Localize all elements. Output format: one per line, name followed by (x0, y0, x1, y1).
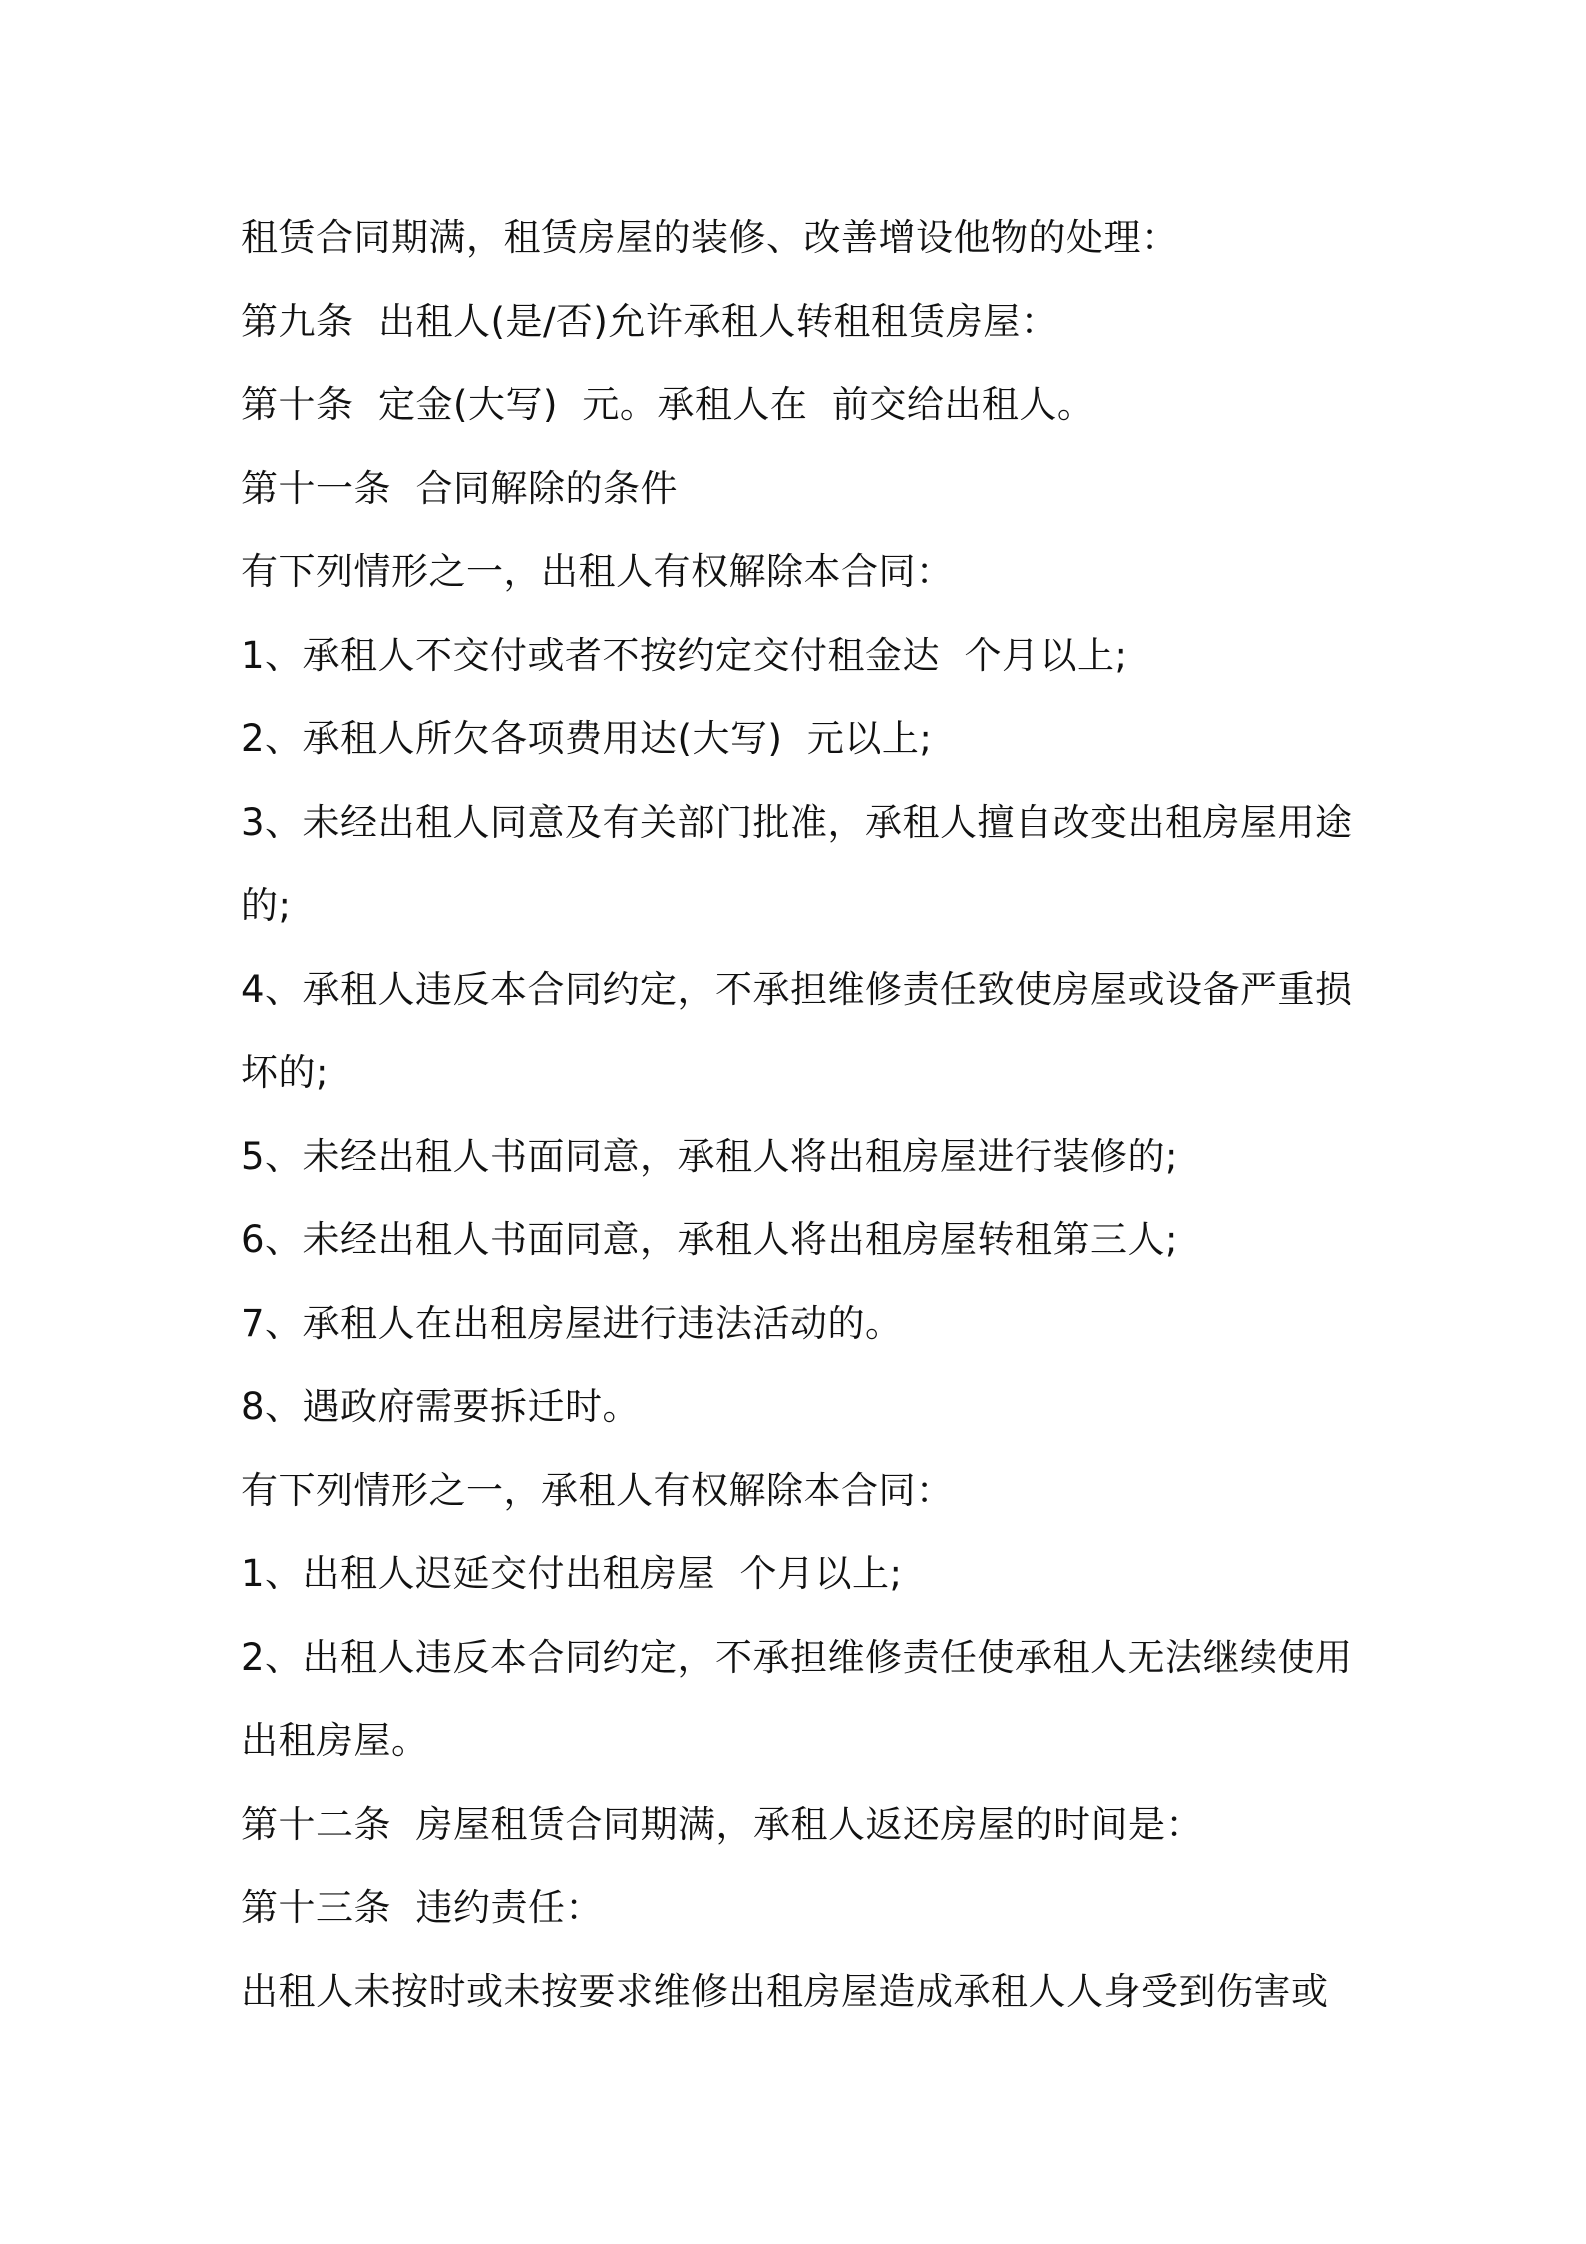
text-line: 2、承租人所欠各项费用达(大写) 元以上; (241, 717, 933, 760)
text-line: 第十三条 违约责任： (241, 1886, 604, 1929)
text-line: 3、未经出租人同意及有关部门批准，承租人擅自改变出租房屋用途 (241, 800, 1353, 844)
text-line: 7、承租人在出租房屋进行违法活动的。 (241, 1301, 903, 1345)
text-line: 有下列情形之一，承租人有权解除本合同： (241, 1468, 954, 1512)
text-line: 第十条 定金(大写) 元。承租人在 前交给出租人。 (241, 383, 1095, 426)
text-line: 6、未经出租人书面同意，承租人将出租房屋转租第三人; (241, 1218, 1179, 1261)
text-line: 1、承租人不交付或者不按约定交付租金达 个月以上; (241, 633, 1128, 677)
text-line: 的; (241, 884, 292, 927)
text-line: 4、承租人违反本合同约定，不承担维修责任致使房屋或设备严重损 (241, 967, 1353, 1011)
text-line: 出租人未按时或未按要求维修出租房屋造成承租人人身受到伤害或 (241, 1969, 1329, 2013)
text-line: 租赁合同期满，租赁房屋的装修、改善增设他物的处理： (241, 216, 1179, 259)
text-line: 5、未经出租人书面同意，承租人将出租房屋进行装修的; (241, 1134, 1179, 1178)
text-line: 第九条 出租人(是/否)允许承租人转租租赁房屋： (241, 299, 1059, 343)
text-line: 坏的; (241, 1051, 329, 1094)
document-body (241, 196, 1366, 2033)
text-line: 8、遇政府需要拆迁时。 (241, 1385, 641, 1428)
text-line: 2、出租人违反本合同约定，不承担维修责任使承租人无法继续使用 (241, 1635, 1353, 1679)
text-line: 有下列情形之一，出租人有权解除本合同： (241, 550, 954, 593)
text-line: 1、出租人迟延交付出租房屋 个月以上; (241, 1552, 903, 1595)
text-line: 第十一条 合同解除的条件 (241, 466, 679, 510)
text-line: 第十二条 房屋租赁合同期满，承租人返还房屋的时间是： (241, 1802, 1204, 1846)
text-line: 出租房屋。 (241, 1719, 429, 1762)
